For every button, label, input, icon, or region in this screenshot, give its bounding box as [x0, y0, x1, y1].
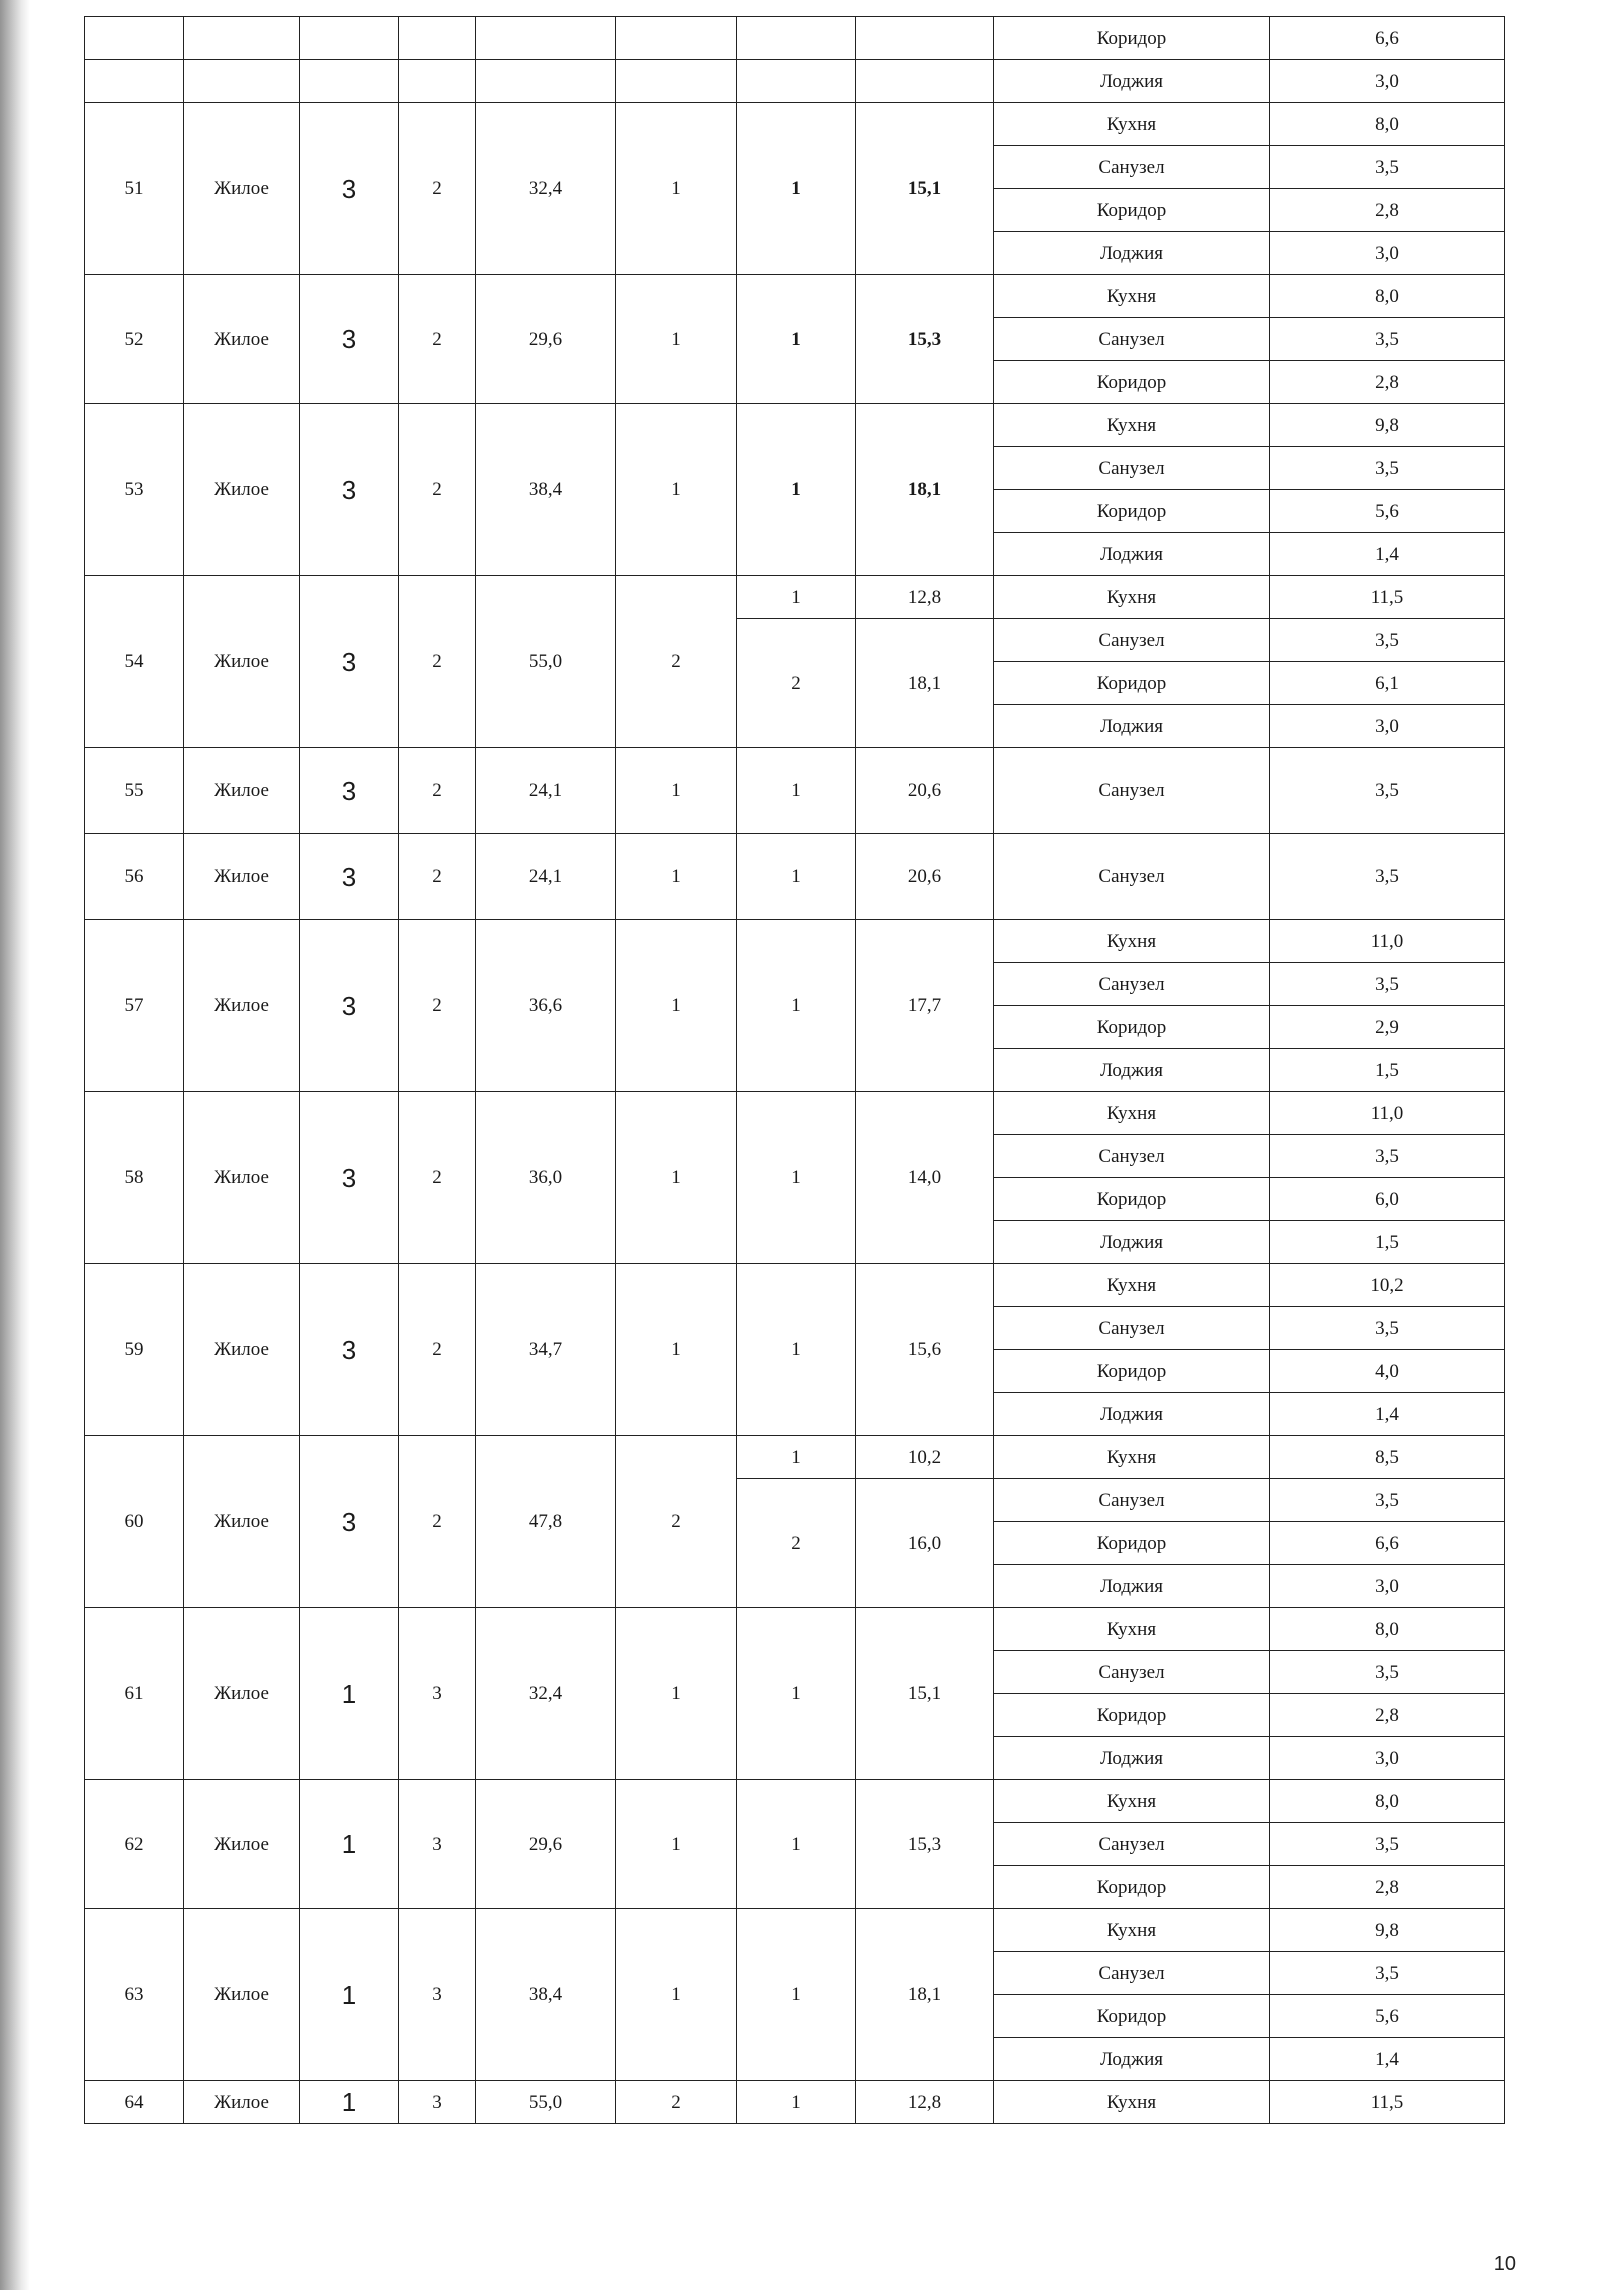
room-area: 3,5 — [1270, 1479, 1505, 1522]
empty-cell — [85, 17, 184, 60]
room-name: Кухня — [994, 103, 1270, 146]
apartment-purpose: Жилое — [184, 1264, 300, 1436]
living-rooms-count: 1 — [616, 1909, 737, 2081]
apartment-purpose: Жилое — [184, 1780, 300, 1909]
living-rooms-count: 1 — [616, 1264, 737, 1436]
room-area: 3,0 — [1270, 60, 1505, 103]
room-name: Лоджия — [994, 1049, 1270, 1092]
apartment-row — [85, 920, 1505, 963]
apartment-row — [85, 1608, 1505, 1651]
total-area: 47,8 — [476, 1436, 616, 1608]
floor-number: 2 — [399, 834, 476, 920]
room-area: 8,0 — [1270, 103, 1505, 146]
apartment-purpose: Жилое — [184, 1608, 300, 1780]
section-number: 3 — [300, 748, 399, 834]
floor-number: 3 — [399, 1909, 476, 2081]
apartment-row — [85, 404, 1505, 447]
apartment-number: 57 — [85, 920, 184, 1092]
room-area: 11,5 — [1270, 576, 1505, 619]
room-name: Кухня — [994, 2081, 1270, 2124]
apartment-number: 53 — [85, 404, 184, 576]
room-name: Лоджия — [994, 533, 1270, 576]
room-area: 8,0 — [1270, 1780, 1505, 1823]
room-name: Санузел — [994, 1952, 1270, 1995]
empty-cell — [856, 60, 994, 103]
apartment-number: 55 — [85, 748, 184, 834]
apartment-number: 54 — [85, 576, 184, 748]
room-name: Санузел — [994, 1479, 1270, 1522]
room-name: Санузел — [994, 1135, 1270, 1178]
floor-number: 2 — [399, 103, 476, 275]
apartment-row — [85, 748, 1505, 834]
apartment-table — [84, 16, 1505, 2124]
living-room-area: 18,1 — [856, 1909, 994, 2081]
empty-cell — [616, 60, 737, 103]
room-name: Коридор — [994, 1006, 1270, 1049]
room-name: Лоджия — [994, 1393, 1270, 1436]
floor-number: 2 — [399, 920, 476, 1092]
room-name: Кухня — [994, 1608, 1270, 1651]
living-rooms-count: 1 — [616, 404, 737, 576]
room-area: 11,0 — [1270, 920, 1505, 963]
room-area: 3,5 — [1270, 619, 1505, 662]
section-number: 3 — [300, 1264, 399, 1436]
apartment-number: 62 — [85, 1780, 184, 1909]
apartment-row — [85, 1436, 1505, 1479]
apartment-purpose: Жилое — [184, 576, 300, 748]
table-body — [85, 17, 1505, 2124]
room-name: Кухня — [994, 1780, 1270, 1823]
living-room-number: 1 — [737, 748, 856, 834]
room-name: Коридор — [994, 189, 1270, 232]
living-room-number: 1 — [737, 1780, 856, 1909]
section-number: 3 — [300, 404, 399, 576]
total-area: 34,7 — [476, 1264, 616, 1436]
living-room-number: 1 — [737, 1608, 856, 1780]
apartment-purpose: Жилое — [184, 2081, 300, 2124]
room-name: Коридор — [994, 1866, 1270, 1909]
living-rooms-count: 1 — [616, 834, 737, 920]
room-name: Лоджия — [994, 2038, 1270, 2081]
total-area: 38,4 — [476, 1909, 616, 2081]
empty-cell — [399, 60, 476, 103]
living-rooms-count: 1 — [616, 1608, 737, 1780]
living-room-area: 16,0 — [856, 1479, 994, 1608]
room-area: 1,4 — [1270, 2038, 1505, 2081]
room-area: 6,1 — [1270, 662, 1505, 705]
living-room-number: 1 — [737, 1436, 856, 1479]
room-area: 2,8 — [1270, 361, 1505, 404]
living-room-number: 2 — [737, 619, 856, 748]
page-number: 10 — [1493, 2253, 1516, 2275]
total-area: 24,1 — [476, 748, 616, 834]
room-area: 3,5 — [1270, 146, 1505, 189]
living-rooms-count: 2 — [616, 1436, 737, 1608]
room-name: Санузел — [994, 748, 1270, 834]
living-rooms-count: 2 — [616, 2081, 737, 2124]
empty-cell — [616, 17, 737, 60]
room-area: 3,5 — [1270, 963, 1505, 1006]
room-area: 5,6 — [1270, 490, 1505, 533]
room-area: 8,0 — [1270, 1608, 1505, 1651]
room-name: Санузел — [994, 1823, 1270, 1866]
room-name: Лоджия — [994, 705, 1270, 748]
apartment-row — [85, 103, 1505, 146]
living-room-area: 15,6 — [856, 1264, 994, 1436]
room-area: 2,9 — [1270, 1006, 1505, 1049]
room-name: Лоджия — [994, 1221, 1270, 1264]
living-rooms-count: 2 — [616, 576, 737, 748]
room-area: 9,8 — [1270, 404, 1505, 447]
apartment-row — [85, 1780, 1505, 1823]
section-number: 1 — [300, 1909, 399, 2081]
apartment-purpose: Жилое — [184, 834, 300, 920]
floor-number: 2 — [399, 1264, 476, 1436]
apartment-row — [85, 275, 1505, 318]
living-room-number: 1 — [737, 2081, 856, 2124]
room-name: Кухня — [994, 1909, 1270, 1952]
living-room-number: 1 — [737, 1092, 856, 1264]
room-area: 2,8 — [1270, 1694, 1505, 1737]
apartment-number: 59 — [85, 1264, 184, 1436]
section-number: 3 — [300, 1092, 399, 1264]
room-area: 11,5 — [1270, 2081, 1505, 2124]
section-number: 3 — [300, 103, 399, 275]
room-area: 6,6 — [1270, 17, 1505, 60]
empty-cell — [476, 60, 616, 103]
total-area: 29,6 — [476, 1780, 616, 1909]
room-area: 3,5 — [1270, 1307, 1505, 1350]
apartment-purpose: Жилое — [184, 275, 300, 404]
empty-cell — [737, 60, 856, 103]
room-name: Лоджия — [994, 1737, 1270, 1780]
living-room-number: 1 — [737, 103, 856, 275]
living-room-area: 17,7 — [856, 920, 994, 1092]
apartment-number: 52 — [85, 275, 184, 404]
living-rooms-count: 1 — [616, 275, 737, 404]
room-name: Санузел — [994, 146, 1270, 189]
apartment-row — [85, 1909, 1505, 1952]
apartment-purpose: Жилое — [184, 1909, 300, 2081]
empty-cell — [476, 17, 616, 60]
total-area: 55,0 — [476, 576, 616, 748]
room-name: Кухня — [994, 1436, 1270, 1479]
room-name: Санузел — [994, 963, 1270, 1006]
apartment-row — [85, 2081, 1505, 2124]
room-area: 3,5 — [1270, 1823, 1505, 1866]
living-rooms-count: 1 — [616, 1092, 737, 1264]
room-name: Коридор — [994, 1350, 1270, 1393]
room-area: 2,8 — [1270, 189, 1505, 232]
room-name: Лоджия — [994, 1565, 1270, 1608]
room-area: 3,5 — [1270, 1135, 1505, 1178]
living-room-area: 15,1 — [856, 1608, 994, 1780]
room-name: Санузел — [994, 1307, 1270, 1350]
apartment-number: 60 — [85, 1436, 184, 1608]
room-name: Кухня — [994, 576, 1270, 619]
living-rooms-count: 1 — [616, 1780, 737, 1909]
room-name: Кухня — [994, 1092, 1270, 1135]
total-area: 32,4 — [476, 1608, 616, 1780]
total-area: 38,4 — [476, 404, 616, 576]
table-row — [85, 17, 1505, 60]
room-name: Коридор — [994, 1522, 1270, 1565]
room-name: Санузел — [994, 318, 1270, 361]
apartment-row — [85, 1092, 1505, 1135]
apartment-purpose: Жилое — [184, 103, 300, 275]
living-room-area: 18,1 — [856, 619, 994, 748]
room-name: Кухня — [994, 404, 1270, 447]
empty-cell — [184, 17, 300, 60]
room-area: 1,4 — [1270, 1393, 1505, 1436]
section-number: 1 — [300, 2081, 399, 2124]
living-rooms-count: 1 — [616, 920, 737, 1092]
living-rooms-count: 1 — [616, 103, 737, 275]
living-room-number: 1 — [737, 920, 856, 1092]
apartment-number: 61 — [85, 1608, 184, 1780]
room-area: 8,5 — [1270, 1436, 1505, 1479]
empty-cell — [737, 17, 856, 60]
room-area: 3,5 — [1270, 748, 1505, 834]
floor-number: 2 — [399, 404, 476, 576]
total-area: 29,6 — [476, 275, 616, 404]
empty-cell — [184, 60, 300, 103]
living-room-area: 18,1 — [856, 404, 994, 576]
living-room-number: 1 — [737, 275, 856, 404]
room-area: 3,0 — [1270, 1565, 1505, 1608]
floor-number: 3 — [399, 2081, 476, 2124]
living-room-area: 20,6 — [856, 748, 994, 834]
apartment-purpose: Жилое — [184, 404, 300, 576]
floor-number: 2 — [399, 1092, 476, 1264]
scan-edge-shadow — [0, 0, 30, 2290]
room-area: 3,5 — [1270, 1651, 1505, 1694]
section-number: 1 — [300, 1608, 399, 1780]
room-name: Коридор — [994, 1995, 1270, 2038]
room-name: Санузел — [994, 1651, 1270, 1694]
floor-number: 3 — [399, 1608, 476, 1780]
room-name: Коридор — [994, 361, 1270, 404]
room-name: Коридор — [994, 1694, 1270, 1737]
apartment-number: 63 — [85, 1909, 184, 2081]
table-row — [85, 60, 1505, 103]
apartment-purpose: Жилое — [184, 748, 300, 834]
section-number: 3 — [300, 275, 399, 404]
room-area: 6,6 — [1270, 1522, 1505, 1565]
room-area: 1,5 — [1270, 1049, 1505, 1092]
empty-cell — [856, 17, 994, 60]
living-room-area: 12,8 — [856, 2081, 994, 2124]
empty-cell — [300, 60, 399, 103]
room-area: 3,5 — [1270, 834, 1505, 920]
room-name: Санузел — [994, 447, 1270, 490]
room-name: Лоджия — [994, 60, 1270, 103]
apartment-purpose: Жилое — [184, 1436, 300, 1608]
section-number: 1 — [300, 1780, 399, 1909]
living-room-area: 14,0 — [856, 1092, 994, 1264]
total-area: 36,6 — [476, 920, 616, 1092]
room-area: 3,0 — [1270, 232, 1505, 275]
living-room-number: 1 — [737, 1909, 856, 2081]
floor-number: 2 — [399, 576, 476, 748]
room-name: Коридор — [994, 1178, 1270, 1221]
apartment-row — [85, 1264, 1505, 1307]
total-area: 36,0 — [476, 1092, 616, 1264]
total-area: 55,0 — [476, 2081, 616, 2124]
living-room-area: 20,6 — [856, 834, 994, 920]
apartment-row — [85, 576, 1505, 619]
room-area: 4,0 — [1270, 1350, 1505, 1393]
apartment-number: 51 — [85, 103, 184, 275]
total-area: 32,4 — [476, 103, 616, 275]
room-name: Кухня — [994, 1264, 1270, 1307]
living-room-number: 1 — [737, 576, 856, 619]
apartment-number: 58 — [85, 1092, 184, 1264]
empty-cell — [399, 17, 476, 60]
floor-number: 2 — [399, 1436, 476, 1608]
room-area: 1,4 — [1270, 533, 1505, 576]
living-room-area: 15,1 — [856, 103, 994, 275]
room-name: Санузел — [994, 619, 1270, 662]
section-number: 3 — [300, 834, 399, 920]
section-number: 3 — [300, 1436, 399, 1608]
room-area: 3,0 — [1270, 1737, 1505, 1780]
living-room-area: 15,3 — [856, 275, 994, 404]
living-room-number: 1 — [737, 834, 856, 920]
room-name: Коридор — [994, 662, 1270, 705]
living-room-number: 1 — [737, 1264, 856, 1436]
floor-number: 2 — [399, 748, 476, 834]
apartment-number: 64 — [85, 2081, 184, 2124]
apartment-row — [85, 834, 1505, 920]
empty-cell — [300, 17, 399, 60]
living-room-area: 15,3 — [856, 1780, 994, 1909]
room-area: 6,0 — [1270, 1178, 1505, 1221]
apartment-purpose: Жилое — [184, 920, 300, 1092]
room-area: 2,8 — [1270, 1866, 1505, 1909]
empty-cell — [85, 60, 184, 103]
room-name: Лоджия — [994, 232, 1270, 275]
apartment-number: 56 — [85, 834, 184, 920]
room-area: 10,2 — [1270, 1264, 1505, 1307]
room-area: 5,6 — [1270, 1995, 1505, 2038]
section-number: 3 — [300, 920, 399, 1092]
living-room-area: 10,2 — [856, 1436, 994, 1479]
room-area: 11,0 — [1270, 1092, 1505, 1135]
living-room-area: 12,8 — [856, 576, 994, 619]
floor-number: 2 — [399, 275, 476, 404]
room-name: Кухня — [994, 920, 1270, 963]
room-area: 3,5 — [1270, 318, 1505, 361]
apartment-purpose: Жилое — [184, 1092, 300, 1264]
room-area: 3,5 — [1270, 447, 1505, 490]
room-name: Кухня — [994, 275, 1270, 318]
room-name: Санузел — [994, 834, 1270, 920]
room-area: 3,0 — [1270, 705, 1505, 748]
room-area: 1,5 — [1270, 1221, 1505, 1264]
living-room-number: 2 — [737, 1479, 856, 1608]
room-area: 3,5 — [1270, 1952, 1505, 1995]
total-area: 24,1 — [476, 834, 616, 920]
room-name: Коридор — [994, 490, 1270, 533]
room-area: 8,0 — [1270, 275, 1505, 318]
living-room-number: 1 — [737, 404, 856, 576]
living-rooms-count: 1 — [616, 748, 737, 834]
section-number: 3 — [300, 576, 399, 748]
floor-number: 3 — [399, 1780, 476, 1909]
room-name: Коридор — [994, 17, 1270, 60]
room-area: 9,8 — [1270, 1909, 1505, 1952]
